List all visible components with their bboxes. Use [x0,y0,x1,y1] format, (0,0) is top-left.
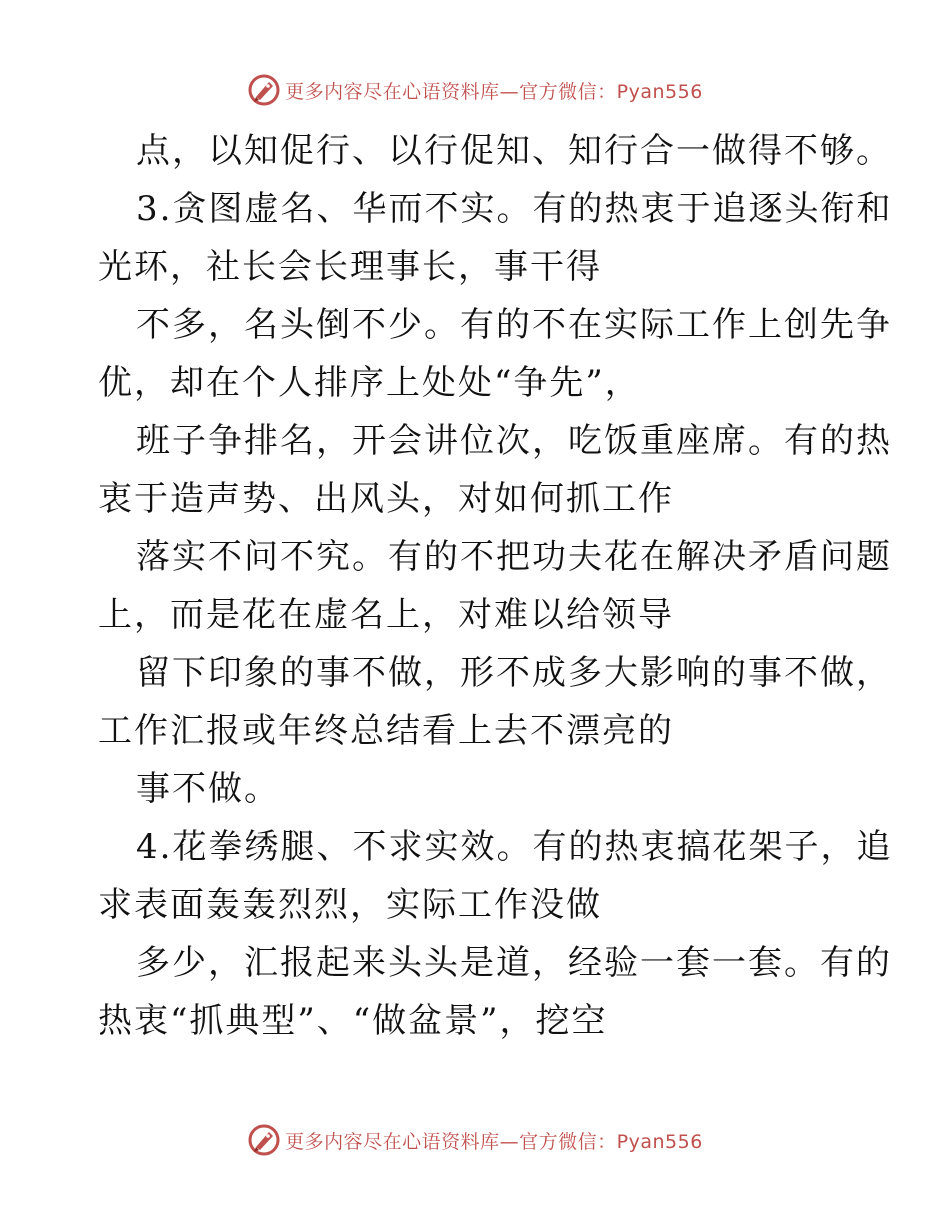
text-line: 优，却在个人排序上处处“争先”， [98,363,641,403]
text-line: 工作汇报或年终总结看上去不漂亮的 [98,711,674,751]
header-banner [0,70,950,110]
text-line: 衷于造声势、出风头，对如何抓工作 [98,479,674,519]
text-line: 上，而是花在虚名上，对难以给领导 [98,595,674,635]
text-line: 点，以知促行、以行促知、知行合一做得不够。 [136,131,892,171]
document-body [98,122,893,1050]
footer-banner [0,1120,950,1160]
text-line: 多少，汇报起来头头是道，经验一套一套。有的 [136,943,892,983]
text-line: 不多，名头倒不少。有的不在实际工作上创先争 [136,305,892,345]
text-line: 3.贪图虚名、华而不实。有的热衷于追逐头衔和 [136,189,893,229]
text-line: 事不做。 [136,769,280,809]
header-banner-text: 更多内容尽在心语资料库—官方微信：Pyan556 [285,80,703,103]
pen-nib-logo-icon [247,1123,281,1157]
text-line: 热衷“抓典型”、“做盆景”，挖空 [98,1001,608,1041]
pen-nib-logo-icon [247,73,281,107]
text-line: 光环，社长会长理事长，事干得 [98,247,602,287]
text-line: 班子争排名，开会讲位次，吃饭重座席。有的热 [136,421,892,461]
text-line: 落实不问不究。有的不把功夫花在解决矛盾问题 [136,537,892,577]
footer-banner-text: 更多内容尽在心语资料库—官方微信：Pyan556 [285,1130,703,1153]
text-line: 留下印象的事不做，形不成多大影响的事不做， [136,653,892,693]
text-line: 4.花拳绣腿、不求实效。有的热衷搞花架子，追 [136,827,893,867]
text-line: 求表面轰轰烈烈，实际工作没做 [98,885,602,925]
